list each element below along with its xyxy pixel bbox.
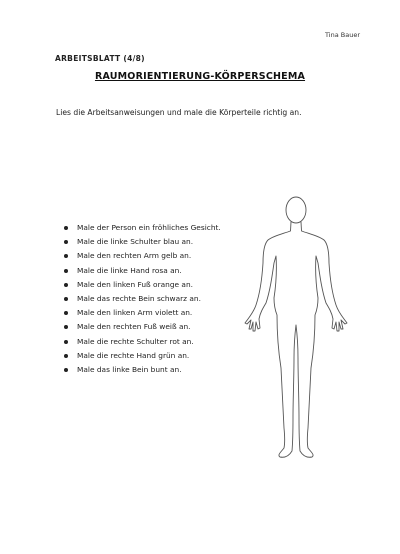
task-item bbox=[62, 335, 242, 349]
bullet-icon bbox=[64, 340, 68, 344]
task-item bbox=[62, 320, 242, 334]
figure-head bbox=[286, 197, 306, 223]
bullet-icon bbox=[64, 269, 68, 273]
task-text: Male die linke Hand rosa an. bbox=[77, 265, 182, 275]
bullet-icon bbox=[64, 226, 68, 230]
figure-body bbox=[245, 222, 347, 457]
task-text: Male den linken Arm violett an. bbox=[77, 308, 193, 318]
task-list bbox=[62, 221, 242, 377]
page-title: RAUMORIENTIERUNG-KÖRPERSCHEMA bbox=[94, 71, 306, 82]
author-name: Tina Bauer bbox=[325, 31, 360, 39]
task-text: Male die rechte Schulter rot an. bbox=[77, 336, 194, 346]
task-text: Male den linken Fuß orange an. bbox=[77, 279, 193, 289]
task-item bbox=[62, 249, 242, 263]
bullet-icon bbox=[64, 311, 68, 315]
task-item bbox=[62, 306, 242, 320]
task-text: Male die linke Schulter blau an. bbox=[77, 237, 194, 247]
task-item bbox=[62, 278, 242, 292]
task-item bbox=[62, 363, 242, 377]
task-text: Male die rechte Hand grün an. bbox=[77, 350, 190, 360]
task-item bbox=[62, 264, 242, 278]
bullet-icon bbox=[64, 325, 68, 329]
bullet-icon bbox=[64, 240, 68, 244]
task-item bbox=[62, 349, 242, 363]
task-item bbox=[62, 235, 242, 249]
task-text: Male das rechte Bein schwarz an. bbox=[77, 294, 201, 304]
bullet-icon bbox=[64, 283, 68, 287]
task-item bbox=[62, 221, 242, 235]
task-text: Male das linke Bein bunt an. bbox=[77, 365, 182, 375]
task-text: Male den rechten Arm gelb an. bbox=[77, 251, 192, 261]
task-item bbox=[62, 292, 242, 306]
bullet-icon bbox=[64, 354, 68, 358]
bullet-icon bbox=[64, 254, 68, 258]
human-body-outline-icon bbox=[236, 193, 356, 473]
worksheet-label: ARBEITSBLATT (4/8) bbox=[55, 54, 145, 63]
instruction-text: Lies die Arbeitsanweisungen und male die Körperteile richtig an. bbox=[56, 108, 302, 117]
bullet-icon bbox=[64, 368, 68, 372]
task-text: Male den rechten Fuß weiß an. bbox=[77, 322, 191, 332]
bullet-icon bbox=[64, 297, 68, 301]
task-text: Male der Person ein fröhliches Gesicht. bbox=[77, 223, 221, 232]
